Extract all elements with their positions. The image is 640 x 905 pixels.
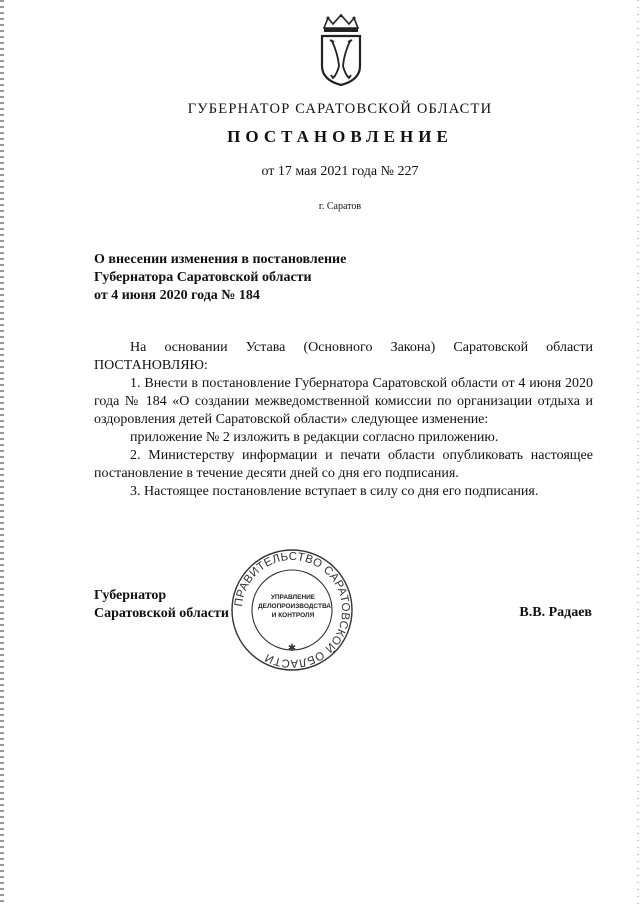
document-type-heading: ПОСТАНОВЛЕНИЕ	[227, 127, 453, 146]
item-1-paragraph: 1. Внести в постановление Губернатора Саратовской области от 4 июня 2020 года № 184 «О создании межведомственной комиссии по организации отдыха и оздоровления детей Саратовской области» следующее изменение:	[94, 376, 593, 427]
document-body	[94, 339, 593, 501]
preamble-paragraph: На основании Устава (Основного Закона) Саратовской области	[130, 340, 593, 355]
stamp-inner-line: И КОНТРОЛЯ	[271, 612, 315, 619]
subject-line: Губернатора Саратовской области	[94, 270, 312, 285]
signatory-title	[94, 587, 229, 623]
signatory-title-line: Губернатор	[94, 588, 167, 603]
item-1-sub-paragraph: приложение № 2 изложить в редакции согласно приложению.	[130, 430, 499, 445]
signatory-title-line: Саратовской области	[94, 606, 229, 621]
subject-line: О внесении изменения в постановление	[94, 252, 347, 267]
stamp-inner-text	[258, 593, 332, 620]
saratov-coat-of-arms-icon	[318, 14, 364, 86]
item-3-paragraph: 3. Настоящее постановление вступает в силу со дня его подписания.	[130, 484, 539, 499]
decree-word: ПОСТАНОВЛЯЮ:	[94, 358, 208, 373]
stamp-inner-line: УПРАВЛЕНИЕ	[270, 594, 316, 601]
document-date-number: от 17 мая 2021 года № 227	[261, 164, 419, 179]
document-city: г. Саратов	[318, 201, 362, 212]
stamp-inner-line: ДЕЛОПРОИЗВОДСТВА	[258, 603, 332, 610]
item-2-paragraph: 2. Министерству информации и печати области опубликовать настоящее постановление в течение десяти дней со дня его подписания.	[94, 448, 593, 481]
stamp-ring-text: ПРАВИТЕЛЬСТВО САРАТОВСКОЙ ОБЛАСТИ	[233, 550, 352, 670]
document-subject	[94, 251, 414, 305]
subject-line: от 4 июня 2020 года № 184	[94, 288, 260, 303]
signatory-name: В.В. Радаев	[519, 605, 592, 620]
svg-text:✱: ✱	[287, 643, 297, 654]
issuing-authority: ГУБЕРНАТОР САРАТОВСКОЙ ОБЛАСТИ	[187, 101, 493, 117]
